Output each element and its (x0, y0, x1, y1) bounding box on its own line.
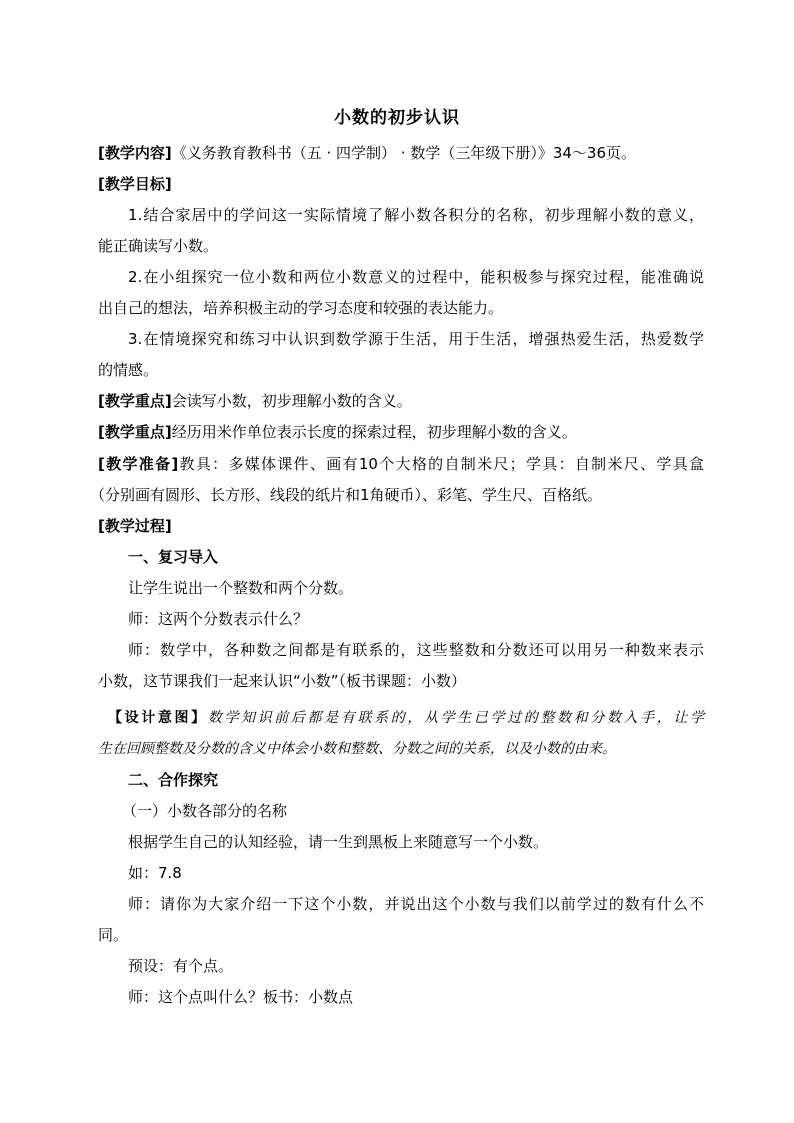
goals-label: [教学目标] (98, 175, 172, 193)
design-intent-label: 【设计意图】 (108, 710, 208, 726)
content-text: 《义务教育教科书（五 · 四学制） · 数学（三年级下册）》34～36页。 (171, 144, 637, 162)
section-2-subheading-1: （一）小数各部分的名称 (122, 802, 288, 820)
content-label: [教学内容] (98, 144, 172, 162)
section-1-heading: 一、复习导入 (128, 548, 219, 566)
difficulty-line (98, 422, 577, 442)
design-intent-text-1: 数学知识前后都是有联系的，从学生已学过的整数和分数入手，让学 (207, 710, 705, 726)
content-line (98, 143, 636, 163)
section-1-paragraph-3-line-2: 小数，这节课我们一起来认识“小数”（板书课题：小数） (98, 672, 467, 690)
section-2-paragraph-4: 预设：有个点。 (128, 957, 234, 975)
difficulty-text: 经历用米作单位表示长度的探索过程，初步理解小数的含义。 (171, 423, 577, 441)
design-intent-line-1 (108, 708, 704, 728)
section-2-paragraph-5: 师：这个点叫什么？板书：小数点 (128, 988, 354, 1006)
design-intent-line-2: 生在回顾整数及分数的含义中体会小数和整数、分数之间的关系，以及小数的由来。 (98, 741, 616, 757)
page-title: 小数的初步认识 (334, 108, 460, 128)
section-2-heading: 二、合作探究 (128, 771, 219, 789)
key-point-label: [教学重点] (98, 392, 172, 410)
section-2-paragraph-2: 如：7.8 (128, 864, 182, 882)
difficulty-label: [教学重点] (98, 423, 172, 441)
goal-3-line-1: 3.在情境探究和练习中认识到数学源于生活，用于生活，增强热爱生活，热爱数学 (128, 330, 704, 348)
section-2-paragraph-3-line-2: 同。 (98, 926, 129, 944)
section-2-paragraph-1: 根据学生自己的认知经验，请一生到黑板上来随意写一个小数。 (128, 833, 549, 851)
process-label: [教学过程] (98, 517, 172, 535)
key-point-text: 会读写小数，初步理解小数的含义。 (171, 392, 412, 410)
section-1-paragraph-3-line-1: 师：数学中，各种数之间都是有联系的，这些整数和分数还可以用另一种数来表示 (128, 641, 704, 659)
goal-3-line-2: 的情感。 (98, 361, 159, 379)
section-2-paragraph-3-line-1: 师：请你为大家介绍一下这个小数，并说出这个小数与我们以前学过的数有什么不 (128, 895, 704, 913)
prep-text-1: 教具：多媒体课件、画有10个大格的自制米尺；学具：自制米尺、学具盒 (178, 455, 705, 473)
goal-2-line-2: 出自己的想法，培养积极主动的学习态度和较强的表达能力。 (98, 299, 504, 317)
section-1-paragraph-2: 师：这两个分数表示什么？ (128, 610, 309, 628)
prep-line-1 (98, 454, 704, 474)
prep-label: [教学准备] (98, 455, 179, 473)
goal-1-line-1: 1.结合家居中的学问这一实际情境了解小数各积分的名称，初步理解小数的意义， (128, 206, 704, 224)
goal-2-line-1: 2.在小组探究一位小数和两位小数意义的过程中，能积极参与探究过程，能准确说 (128, 268, 704, 286)
key-point-line (98, 391, 412, 411)
prep-line-2: （分别画有圆形、长方形、线段的纸片和1角硬币）、彩笔、学生尺、百格纸。 (90, 486, 603, 504)
section-1-paragraph-1: 让学生说出一个整数和两个分数。 (128, 579, 354, 597)
goal-1-line-2: 能正确读写小数。 (98, 237, 219, 255)
